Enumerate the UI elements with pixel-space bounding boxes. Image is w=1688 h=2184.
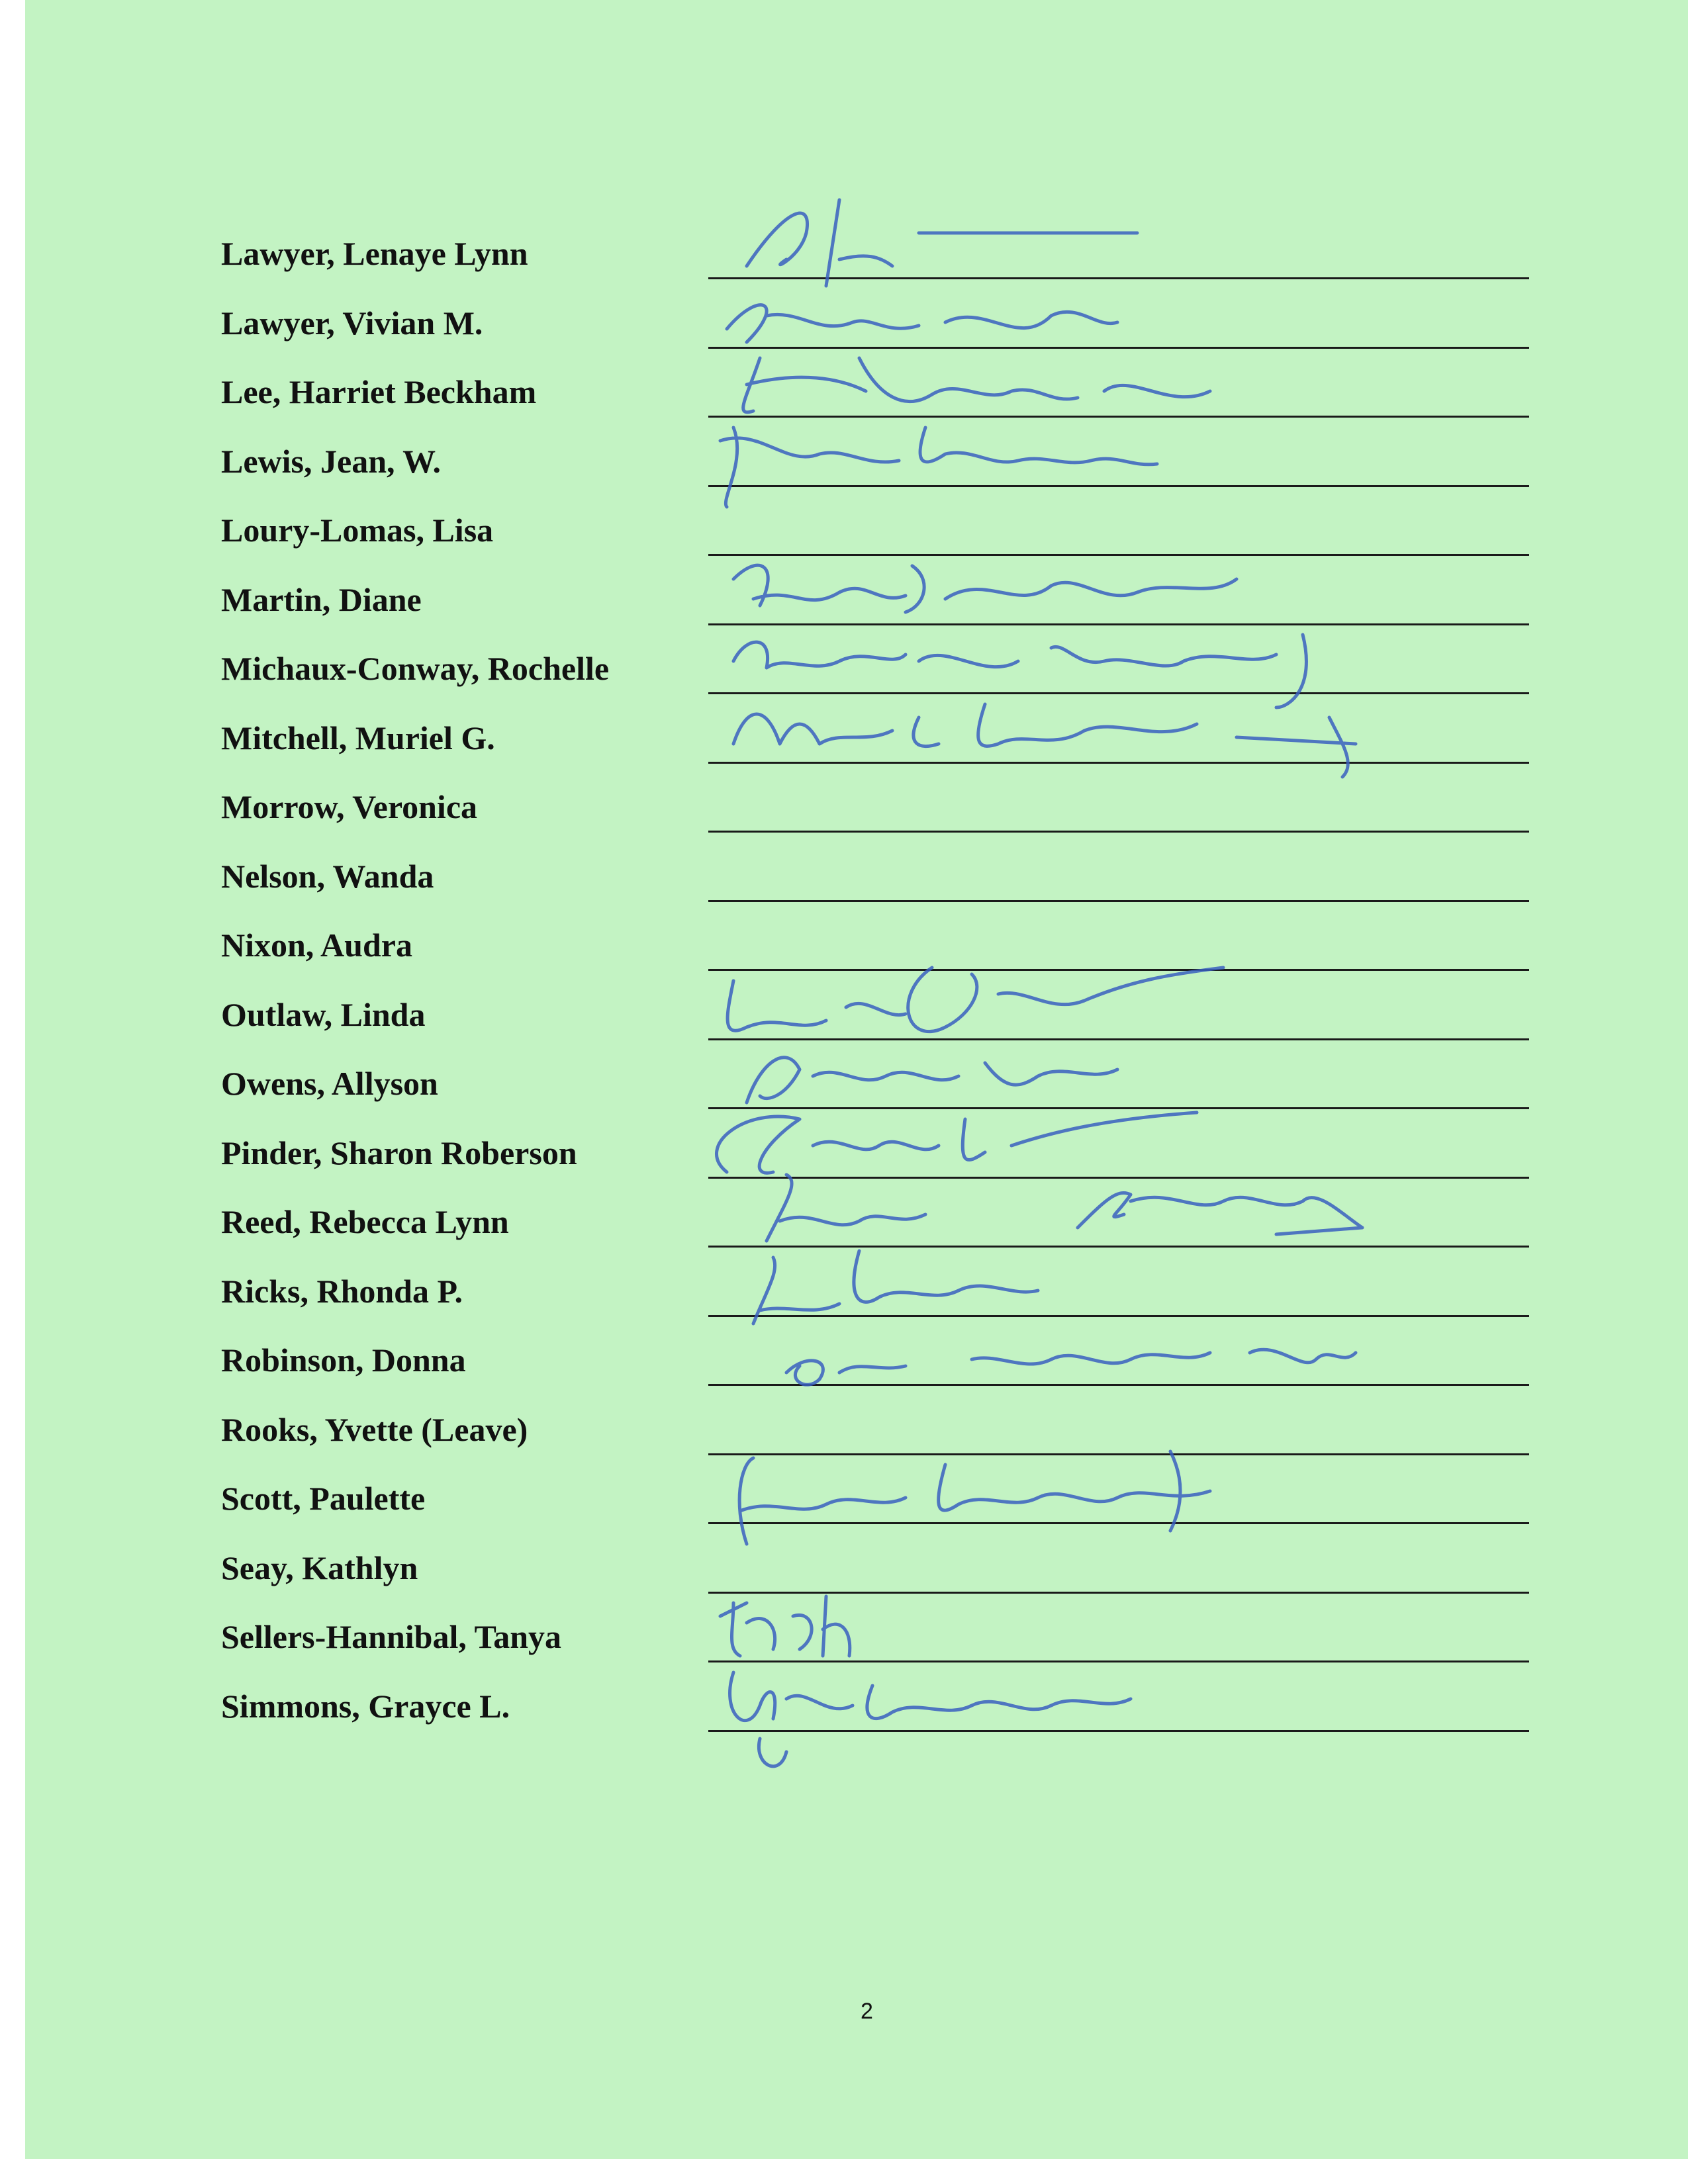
member-name: Mitchell, Muriel G. <box>221 719 495 756</box>
member-name: Lee, Harriet Beckham <box>221 373 537 410</box>
member-name: Ricks, Rhonda P. <box>221 1272 463 1310</box>
member-name: Lewis, Jean, W. <box>221 442 442 480</box>
member-name: Martin, Diane <box>221 580 422 618</box>
sign-in-sheet <box>25 0 1688 2159</box>
member-name: Owens, Allyson <box>221 1065 438 1102</box>
roster-row <box>25 833 1688 902</box>
member-name: Simmons, Grayce L. <box>221 1687 510 1725</box>
roster-row <box>25 1455 1688 1524</box>
roster-row <box>25 764 1688 833</box>
member-name: Rooks, Yvette (Leave) <box>221 1410 528 1448</box>
member-name: Lawyer, Lenaye Lynn <box>221 235 528 272</box>
member-name: Robinson, Donna <box>221 1342 466 1379</box>
member-name: Nelson, Wanda <box>221 857 434 895</box>
page-number: 2 <box>861 1999 873 2024</box>
handwritten-signature <box>707 1646 1448 1752</box>
roster-row <box>25 695 1688 764</box>
member-name: Outlaw, Linda <box>221 995 426 1033</box>
member-name: Pinder, Sharon Roberson <box>221 1134 577 1171</box>
member-name: Sellers-Hannibal, Tanya <box>221 1618 562 1655</box>
member-name: Michaux-Conway, Rochelle <box>221 650 610 687</box>
roster-row <box>25 1317 1688 1386</box>
member-name: Loury-Lomas, Lisa <box>221 512 494 549</box>
member-name: Seay, Kathlyn <box>221 1549 418 1586</box>
member-name: Morrow, Veronica <box>221 788 478 825</box>
member-name: Scott, Paulette <box>221 1480 426 1517</box>
member-name: Lawyer, Vivian M. <box>221 304 483 341</box>
roster-row <box>25 1663 1688 1732</box>
member-name: Nixon, Audra <box>221 927 412 964</box>
member-name: Reed, Rebecca Lynn <box>221 1203 509 1240</box>
roster-row <box>25 418 1688 487</box>
